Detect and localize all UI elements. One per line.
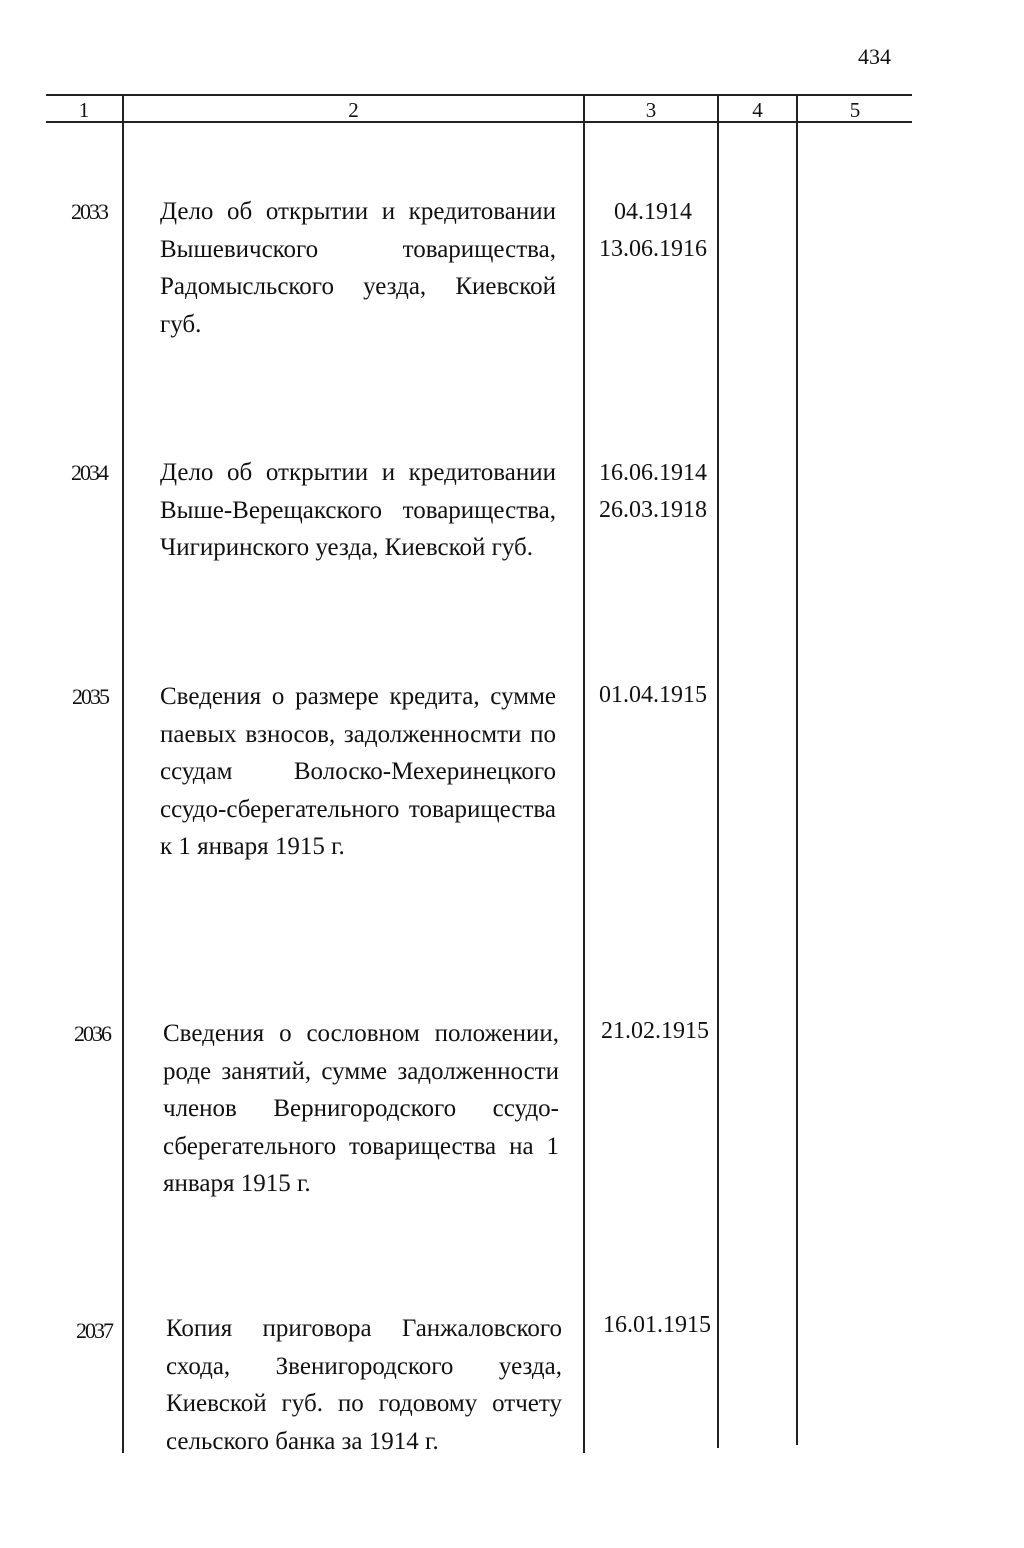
record-title: Копия приговора Ганжаловского схода, Звенигородского уезда, Киевской губ. по годовому отчету сельского банка за 1914 г. [166,1315,562,1455]
record-date-to: 13.06.1916 [599,236,707,262]
record-date-from: 04.1914 [614,199,692,225]
record-date-from: 21.02.1915 [601,1018,709,1044]
record-number: 2036 [74,1021,110,1046]
record-title: Сведения о сословном положении, роде занятий, сумме задолженности членов Вернигородского ссудо-сберегательного товарищества на 1 января 1915 г. [163,1020,559,1197]
record-date-to: 26.03.1918 [599,497,707,523]
column-header: 2 [348,98,359,122]
column-header: 1 [78,98,90,122]
page-number: 434 [858,44,891,69]
record-date-from: 16.06.1914 [599,460,707,486]
record-title: Сведения о размере кредита, сумме паевых взносов, задолженносмти по ссудам Волоско-Мехеринецкого ссудо-сберегательного товарищества к 1 января 1915 г. [160,683,556,860]
record-title: Дело об открытии и кредитовании Выше-Верещакского товарищества, Чигиринского уезда, Киевской губ. [160,459,556,561]
record-number: 2035 [72,684,108,709]
record-date-from: 16.01.1915 [603,1312,711,1338]
column-header: 3 [645,98,657,122]
column-header: 5 [849,98,861,122]
record-title: Дело об открытии и кредитовании Вышевичского товарищества, Радомысльского уезда, Киевской губ. [160,198,556,338]
record-number: 2034 [71,460,107,485]
record-date-from: 01.04.1915 [599,682,707,708]
column-divider-2 [583,95,585,1453]
table-top-rule [46,94,912,96]
column-divider-4 [796,95,798,1445]
column-header: 4 [752,98,763,122]
column-divider-1 [122,95,124,1453]
column-divider-3 [717,95,719,1448]
record-number: 2037 [76,1318,112,1343]
record-number: 2033 [71,199,107,224]
